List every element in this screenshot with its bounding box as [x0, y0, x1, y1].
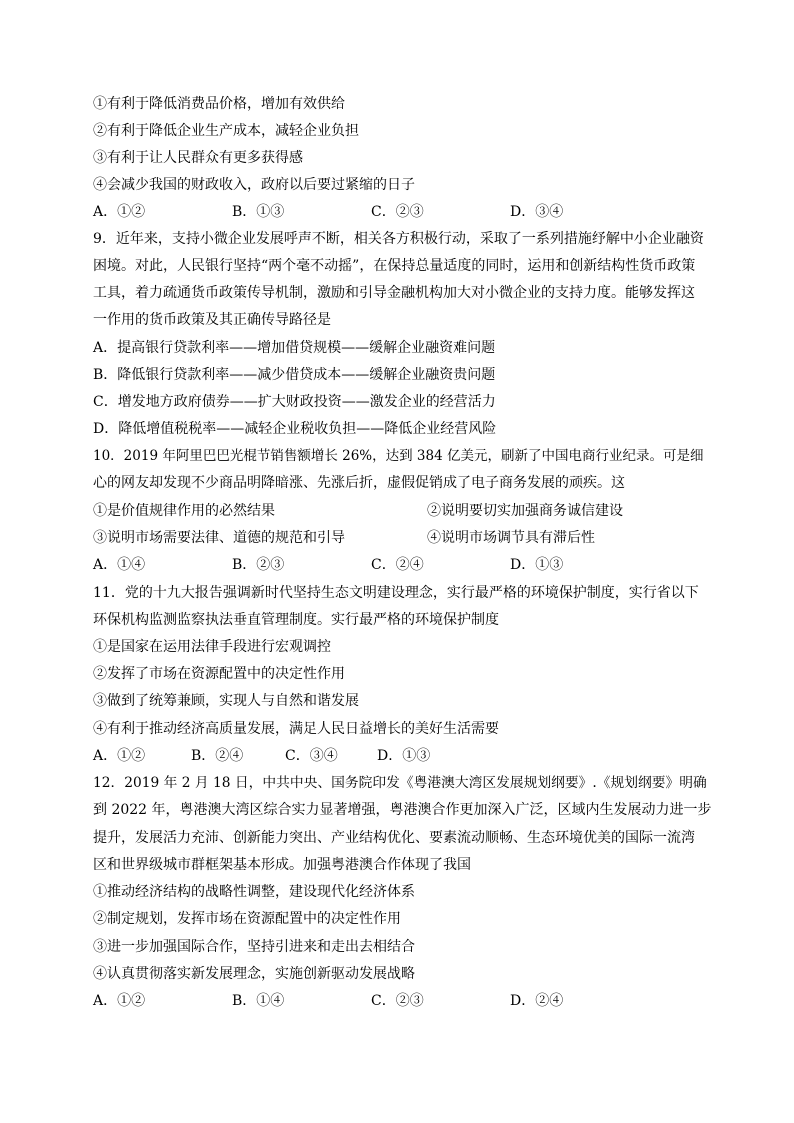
q12-item: ③进一步加强国际合作，坚持引进来和走出去相结合: [93, 939, 415, 955]
q9-option-d: D．降低增值税税率——减轻企业税收负担——降低企业经营风险: [93, 421, 497, 437]
q12-stem-line: 提升，发展活力充沛、创新能力突出、产业结构优化、要素流动顺畅、生态环境优美的国际一流湾: [93, 830, 695, 846]
q10-option-c: C．②④: [371, 557, 424, 573]
q11-item: ②发挥了市场在资源配置中的决定性作用: [93, 666, 345, 682]
q8-option-b: B．①③: [232, 204, 285, 220]
q11-option-a: A．①②: [93, 748, 146, 764]
q9-option-b: B．降低银行贷款利率——减少借贷成本——缓解企业融资贵问题: [93, 367, 496, 383]
q9-stem-line: 困境。对此，人民银行坚持“两个毫不动摇”，在保持总量适度的同时，运用和创新结构性货币政策: [93, 258, 696, 274]
q11-item: ③做到了统筹兼顾，实现人与自然和谐发展: [93, 693, 359, 709]
q9-option-a: A．提高银行贷款利率——增加借贷规模——缓解企业融资难问题: [93, 340, 496, 356]
q10-stem-line: 心的网友却发现不少商品明降暗涨、先涨后折，虚假促销成了电子商务发展的顽疾。这: [93, 475, 625, 491]
q11-option-d: D．①③: [377, 748, 431, 764]
q12-option-d: D．②④: [510, 993, 564, 1009]
q12-option-b: B．①④: [232, 993, 285, 1009]
q10-option-b: B．②③: [232, 557, 285, 573]
q12-stem-line: 12．2019 年 2 月 18 日，中共中央、国务院印发《粤港澳大湾区发展规划纲要》.《规划纲要》明确: [93, 775, 707, 791]
q10-item: ④说明市场调节具有滞后性: [427, 530, 595, 546]
q10-item: ①是价值规律作用的必然结果: [93, 503, 275, 519]
q9-stem-line: 9．近年来，支持小微企业发展呼声不断，相关各方积极行动，采取了一系列措施纾解中小企业融资: [93, 231, 704, 247]
q12-option-c: C．②③: [371, 993, 424, 1009]
q11-stem-line: 环保机构监测监察执法垂直管理制度。实行最严格的环境保护制度: [93, 612, 499, 628]
q9-stem-line: 工具，着力疏通货币政策传导机制，激励和引导金融机构加大对小微企业的支持力度。能够发挥这: [93, 285, 695, 301]
q8-option-c: C．②③: [371, 204, 424, 220]
q12-option-a: A．①②: [93, 993, 146, 1009]
q11-option-c: C．③④: [285, 748, 338, 764]
q8-option-d: D．③④: [510, 204, 564, 220]
q8-item: ①有利于降低消费品价格，增加有效供给: [93, 96, 345, 112]
q10-option-d: D．①③: [510, 557, 564, 573]
q11-item: ④有利于推动经济高质量发展，满足人民日益增长的美好生活需要: [93, 721, 499, 737]
q11-option-b: B．②④: [191, 748, 244, 764]
q8-option-a: A．①②: [93, 204, 146, 220]
q12-item: ①推动经济结构的战略性调整，建设现代化经济体系: [93, 884, 415, 900]
q10-stem-line: 10．2019 年阿里巴巴光棍节销售额增长 26%，达到 384 亿美元，刷新了中国电商行业纪录。可是细: [93, 448, 704, 464]
q12-item: ②制定规划，发挥市场在资源配置中的决定性作用: [93, 911, 401, 927]
q10-option-a: A．①④: [93, 557, 146, 573]
q12-item: ④认真贯彻落实新发展理念，实施创新驱动发展战略: [93, 966, 415, 982]
q11-item: ①是国家在运用法律手段进行宏观调控: [93, 639, 331, 655]
q9-option-c: C．增发地方政府债券——扩大财政投资——激发企业的经营活力: [93, 394, 496, 410]
q9-stem-line: 一作用的货币政策及其正确传导路径是: [93, 312, 331, 328]
q8-item: ④会减少我国的财政收入，政府以后要过紧缩的日子: [93, 177, 415, 193]
q10-item: ②说明要切实加强商务诚信建设: [427, 503, 623, 519]
q12-stem-line: 区和世界级城市群框架基本形成。加强粤港澳合作体现了我国: [93, 857, 471, 873]
q10-item: ③说明市场需要法律、道德的规范和引导: [93, 530, 345, 546]
q12-stem-line: 到 2022 年，粤港澳大湾区综合实力显著增强，粤港澳合作更加深入广泛，区域内生发展动力进一步: [93, 802, 712, 818]
q8-item: ③有利于让人民群众有更多获得感: [93, 150, 303, 166]
q8-item: ②有利于降低企业生产成本，减轻企业负担: [93, 123, 359, 139]
q11-stem-line: 11．党的十九大报告强调新时代坚持生态文明建设理念，实行最严格的环境保护制度，实行省以下: [93, 585, 699, 601]
